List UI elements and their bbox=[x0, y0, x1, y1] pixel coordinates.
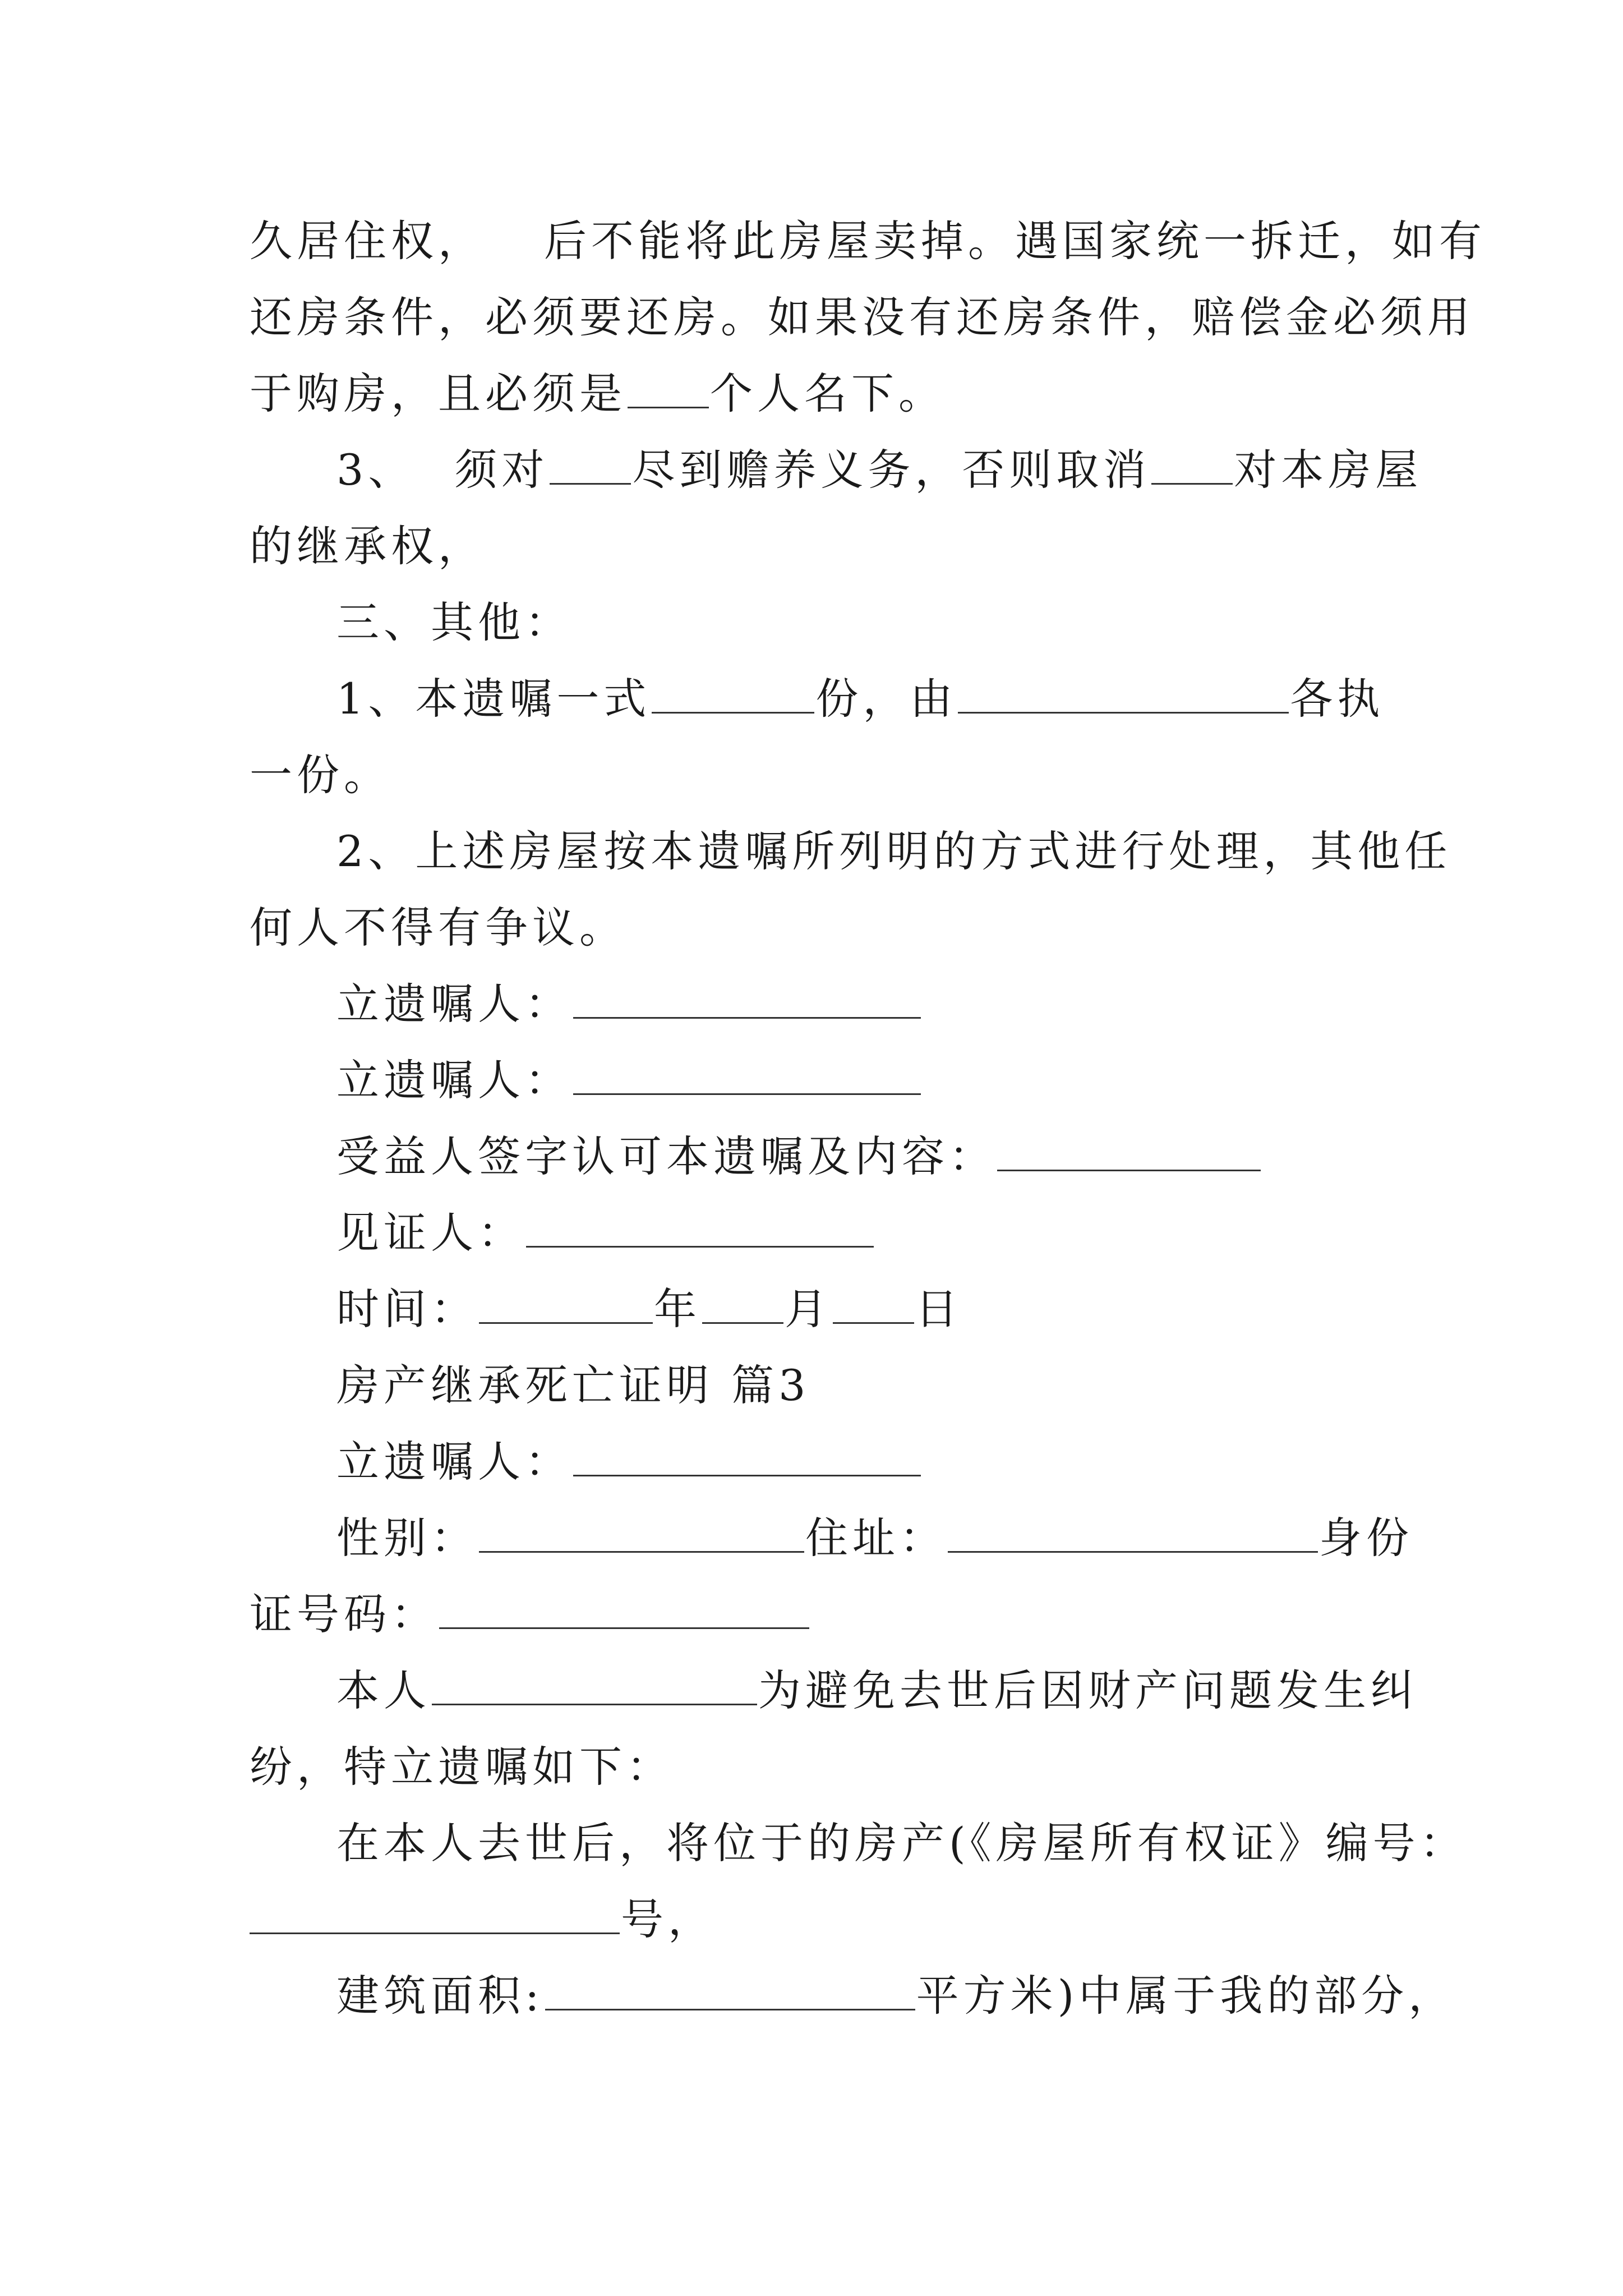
fill-blank[interactable] bbox=[526, 1208, 874, 1248]
text-segment: 个人名下。 bbox=[710, 369, 946, 418]
fill-blank[interactable] bbox=[573, 1055, 921, 1095]
fill-blank[interactable] bbox=[573, 1437, 921, 1476]
text-line-20 bbox=[336, 1663, 1481, 1719]
text-segment: 见证人： bbox=[336, 1208, 525, 1258]
fill-blank[interactable] bbox=[948, 1513, 1318, 1553]
fill-blank[interactable] bbox=[958, 674, 1289, 714]
text-segment: 对本房屋 bbox=[1234, 445, 1423, 495]
witness-signature-line bbox=[336, 1205, 1481, 1261]
fill-blank[interactable] bbox=[479, 1513, 804, 1553]
text-segment: 一份。 bbox=[250, 750, 391, 800]
text-segment: 立遗嘱人： bbox=[336, 1055, 572, 1105]
fill-blank[interactable] bbox=[573, 979, 921, 1019]
text-segment: 月 bbox=[785, 1284, 832, 1334]
text-segment: 份，由 bbox=[815, 674, 957, 724]
text-segment: 立遗嘱人： bbox=[336, 979, 572, 1029]
fill-blank[interactable] bbox=[997, 1131, 1261, 1171]
section-heading bbox=[336, 595, 1481, 651]
text-segment: 立遗嘱人： bbox=[336, 1437, 572, 1487]
text-segment: 平方米)中属于我的部分， bbox=[916, 1971, 1456, 2021]
text-segment: 各执 bbox=[1290, 674, 1385, 724]
id-number-line bbox=[250, 1586, 1394, 1642]
text-segment: 三、其他： bbox=[336, 597, 572, 647]
text-segment: 纷，特立遗嘱如下： bbox=[250, 1742, 674, 1792]
testator-signature-line-1 bbox=[336, 976, 1481, 1032]
text-segment: 本人 bbox=[336, 1665, 431, 1715]
text-segment: 何人不得有争议。 bbox=[250, 903, 626, 953]
text-segment: 须对 bbox=[454, 445, 549, 495]
article-heading bbox=[336, 1358, 1481, 1414]
text-segment: 受益人签字认可本遗嘱及内容： bbox=[336, 1131, 996, 1181]
text-line-1 bbox=[250, 213, 1486, 269]
text-segment: 建筑面积: bbox=[336, 1971, 544, 2021]
text-segment: 住址： bbox=[805, 1513, 947, 1563]
text-segment: 于购房，且必须是 bbox=[250, 369, 626, 418]
text-segment: 1、本遗嘱一式 bbox=[336, 674, 651, 724]
text-segment: 证号码： bbox=[250, 1589, 438, 1639]
text-line-7 bbox=[336, 671, 1481, 727]
text-line-21 bbox=[250, 1739, 1394, 1795]
floor-area-line bbox=[336, 1968, 1481, 2024]
text-segment: 为避免去世后因财产问题发生纠 bbox=[758, 1665, 1418, 1715]
text-line-3 bbox=[250, 366, 1394, 422]
fill-blank[interactable] bbox=[628, 369, 709, 408]
text-segment: 年 bbox=[654, 1284, 701, 1334]
text-segment: 身份 bbox=[1319, 1513, 1413, 1563]
text-line-4 bbox=[336, 442, 1481, 498]
text-segment: 2、上述房屋按本遗嘱所列明的方式进行处理，其他任 bbox=[336, 826, 1452, 876]
gender-address-line bbox=[336, 1510, 1481, 1566]
fill-blank[interactable] bbox=[1151, 445, 1233, 485]
beneficiary-signature-line bbox=[336, 1129, 1481, 1185]
text-segment: 还房条件，必须要还房。如果没有还房条件，赔偿金必须用 bbox=[250, 292, 1474, 342]
fill-blank[interactable] bbox=[702, 1284, 783, 1324]
fill-blank[interactable] bbox=[250, 1894, 620, 1934]
text-line-10 bbox=[250, 900, 1394, 956]
fill-blank[interactable] bbox=[833, 1284, 914, 1324]
text-segment: 时间： bbox=[336, 1284, 478, 1334]
text-segment: 日 bbox=[915, 1284, 962, 1334]
text-segment: 性别： bbox=[336, 1513, 478, 1563]
fill-blank[interactable] bbox=[432, 1665, 757, 1705]
testator-name-line bbox=[336, 1434, 1481, 1490]
fill-blank[interactable] bbox=[550, 445, 631, 485]
text-line-9 bbox=[336, 823, 1481, 880]
text-segment: 后不能将此房屋卖掉。遇国家统一拆迁，如有 bbox=[544, 216, 1486, 266]
text-line-8 bbox=[250, 747, 1394, 803]
text-segment: 号， bbox=[621, 1894, 715, 1944]
text-segment: 久居住权， bbox=[250, 216, 485, 266]
fill-blank[interactable] bbox=[479, 1284, 653, 1324]
date-line bbox=[336, 1281, 1481, 1337]
text-line-2 bbox=[250, 289, 1474, 346]
fill-blank[interactable] bbox=[545, 1971, 915, 2010]
fill-blank[interactable] bbox=[652, 674, 814, 714]
text-segment: 房产继承死亡证明 篇3 bbox=[336, 1360, 810, 1410]
text-segment: 的继承权， bbox=[250, 521, 485, 571]
text-segment: 在本人去世后，将位于的房产(《房屋所有权证》编号： bbox=[336, 1818, 1467, 1868]
text-line-5 bbox=[250, 518, 1394, 574]
certificate-number-line bbox=[250, 1892, 1394, 1948]
testator-signature-line-2 bbox=[336, 1052, 1481, 1108]
text-segment: 3、 bbox=[336, 445, 416, 495]
text-line-22 bbox=[336, 1815, 1481, 1871]
text-segment: 尽到赡养义务，否则取消 bbox=[632, 445, 1151, 495]
fill-blank[interactable] bbox=[439, 1589, 809, 1629]
